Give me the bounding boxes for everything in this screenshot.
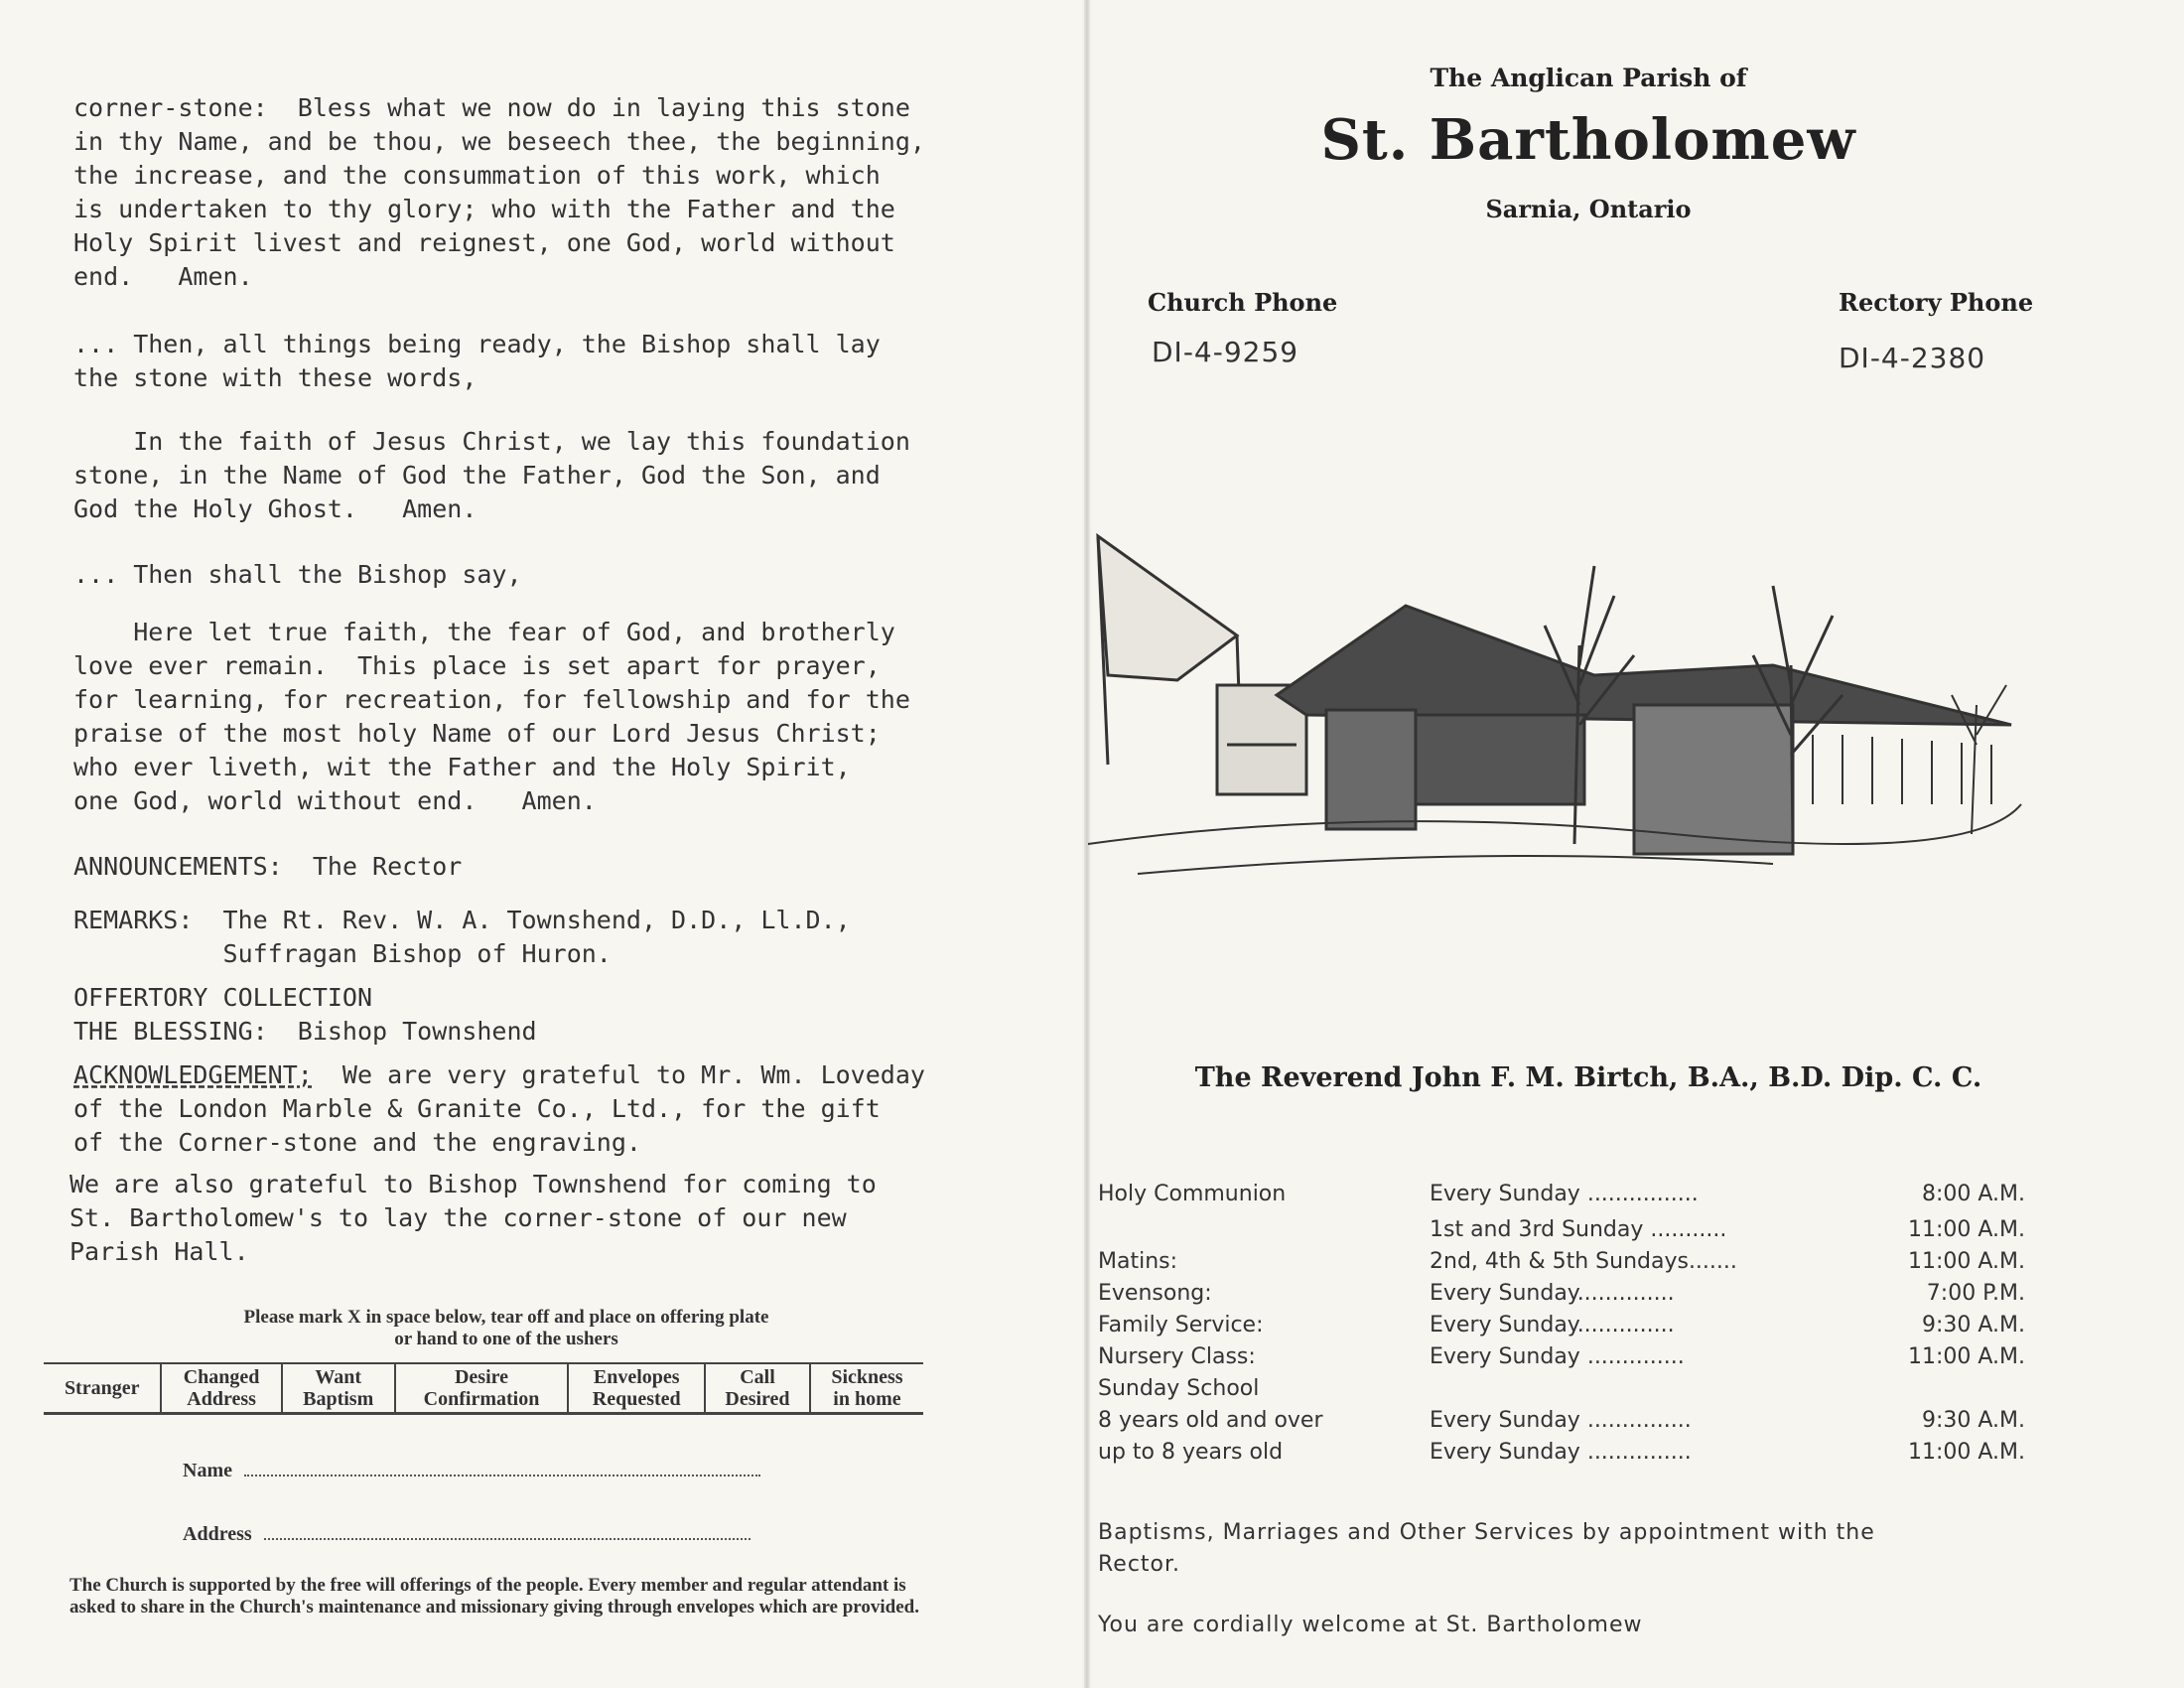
grateful-paragraph: We are also grateful to Bishop Townshend for coming to St. Bartholomew's to lay the corner-stone of our new Parish Hall. (69, 1170, 877, 1266)
offertory: OFFERTORY COLLECTION (73, 983, 373, 1012)
schedule-row: Holy Communion Every Sunday ................ 8:00 A.M. (1098, 1182, 2025, 1206)
blessing-line: THE BLESSING: Bishop Townshend (73, 1017, 537, 1046)
church-phone-label: Church Phone (1148, 288, 1338, 317)
form-instruction: Please mark X in space below, tear off and place on offering plate or hand to one of the ushers (243, 1307, 769, 1349)
schedule-row: Sunday School (1098, 1376, 1260, 1401)
ack-text: We are very grateful to Mr. Wm. Loveday of the London Marble & Granite Co., Ltd., for the gift of the Corner-stone and the engraving. (73, 1060, 925, 1157)
rubric-bishop-say: ... Then shall the Bishop say, (73, 560, 522, 589)
ack-heading: ACKNOWLEDGEMENT; (73, 1060, 313, 1089)
parish-location: Sarnia, Ontario (1485, 195, 1692, 223)
schedule-row: 1st and 3rd Sunday ........... 11:00 A.M. (1430, 1217, 2025, 1242)
form-col-envelopes-requested[interactable]: Envelopes Requested (568, 1363, 705, 1414)
parish-line: The Anglican Parish of (1430, 64, 1747, 92)
name-field[interactable] (183, 1460, 760, 1482)
acknowledgement (73, 1058, 925, 1160)
church-illustration (1078, 506, 2031, 884)
schedule-row: Nursery Class: Every Sunday .............. 11:00 A.M. (1098, 1344, 2025, 1369)
blessing-paragraph: Here let true faith, the fear of God, and brotherly love ever remain. This place is set apart for prayer, for learning, for recreation, for fellowship and for the praise of the most holy Name of our Lord Jesus Christ; who ever liveth, wit the Father and the Holy Spirit, one God, world without end. Amen. (73, 618, 910, 815)
remarks: REMARKS: The Rt. Rev. W. A. Townshend, D.D., Ll.D., Suffragan Bishop of Huron. (73, 906, 851, 968)
form-col-want-baptism[interactable]: Want Baptism (282, 1363, 395, 1414)
rectory-phone-label: Rectory Phone (1839, 288, 2034, 317)
schedule-row: Family Service: Every Sunday.............. 9:30 A.M. (1098, 1313, 2025, 1337)
schedule-row: up to 8 years old Every Sunday ............... 11:00 A.M. (1098, 1440, 2025, 1465)
schedule-row: Matins: 2nd, 4th & 5th Sundays....... 11:00 A.M. (1098, 1249, 2025, 1274)
address-label: Address (183, 1523, 252, 1545)
parish-name: St. Bartholomew (1320, 107, 1856, 173)
rubric-lay-stone: ... Then, all things being ready, the Bishop shall lay the stone with these words, (73, 330, 881, 392)
form-col-changed-address[interactable]: Changed Address (161, 1363, 281, 1414)
schedule-row: 8 years old and over Every Sunday ............... 9:30 A.M. (1098, 1408, 2025, 1433)
form-col-sickness-in-home[interactable]: Sickness in home (810, 1363, 923, 1414)
name-label: Name (183, 1460, 232, 1481)
form-col-desire-confirmation[interactable]: Desire Confirmation (395, 1363, 569, 1414)
reverend-line: The Reverend John F. M. Birtch, B.A., B.D. Dip. C. C. (1194, 1062, 1982, 1093)
appointments-note: Baptisms, Marriages and Other Services by appointment with the Rector. (1098, 1520, 1875, 1577)
support-note: The Church is supported by the free will offerings of the people. Every member and regular attendant is asked to share in the Church's maintenance and missionary giving through envelopes which are provided. (69, 1575, 919, 1618)
form-col-call-desired[interactable]: Call Desired (705, 1363, 810, 1414)
schedule-row: Evensong: Every Sunday.............. 7:00 P.M. (1098, 1281, 2025, 1306)
rectory-phone: DI-4-2380 (1839, 342, 1986, 374)
address-field[interactable] (183, 1523, 751, 1546)
name-line (244, 1461, 760, 1477)
announcements: ANNOUNCEMENTS: The Rector (73, 852, 463, 881)
foundation-words: In the faith of Jesus Christ, we lay this foundation stone, in the Name of God the Father, God the Son, and God the Holy Ghost. Amen. (73, 427, 910, 523)
prayer-paragraph: corner-stone: Bless what we now do in laying this stone in thy Name, and be thou, we beseech thee, the beginning, the increase, and the consummation of this work, which is undertaken to thy glory; who with the Father and the Holy Spirit livest and reignest, one God, world without end. Amen. (73, 93, 925, 291)
welcome-note: You are cordially welcome at St. Bartholomew (1098, 1613, 1643, 1637)
form-col-stranger[interactable]: Stranger (64, 1377, 140, 1399)
address-line (264, 1524, 751, 1540)
tear-off-form (44, 1362, 923, 1415)
church-phone: DI-4-9259 (1152, 336, 1299, 368)
